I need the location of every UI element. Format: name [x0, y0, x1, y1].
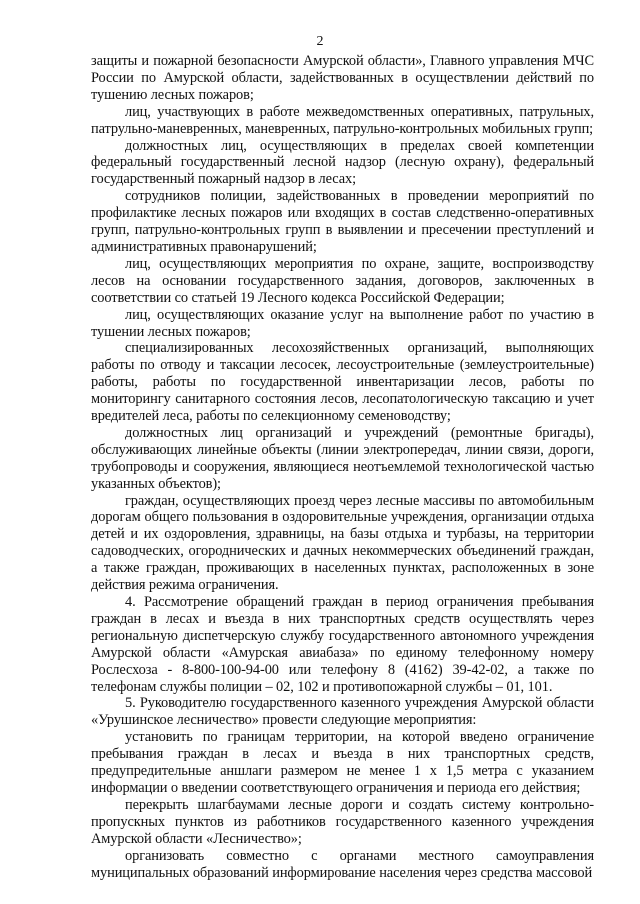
paragraph: должностных лиц, осуществляющих в пределах своей компетенции федеральный государственный лесной надзор (лесную охрану), федеральный государственный пожарный надзор в лесах; [91, 137, 594, 188]
paragraph: специализированных лесохозяйственных организаций, выполняющих работы по отводу и таксации лесосек, лесоустроительные (землеустроительные) работы, работы по государственной инвентаризации лесов, работы по мониторингу санитарного состояния лесов, лесопатологическую таксацию и учет вредителей леса, работы по селекционному семеноводству; [91, 340, 594, 425]
paragraph: лиц, участвующих в работе межведомственных оперативных, патрульных, патрульно-маневренных, маневренных, патрульно-контрольных мобильных групп; [91, 103, 594, 137]
paragraph: сотрудников полиции, задействованных в проведении мероприятий по профилактике лесных пожаров или входящих в состав следственно-оперативных групп, патрульно-контрольных групп в выявлении и пресечении преступлений и административных правонарушений; [91, 188, 594, 255]
page-number: 2 [316, 34, 324, 49]
document-body [91, 53, 594, 881]
paragraph: перекрыть шлагбаумами лесные дороги и создать систему контрольно-пропускных пунктов из работников государственного казенного учреждения Амурской области «Лесничество»; [91, 796, 594, 847]
paragraph: граждан, осуществляющих проезд через лесные массивы по автомобильным дорогам общего пользования в оздоровительные учреждения, организации отдыха детей и их оздоровления, здравницы, на базы отдыха и турбазы, на территории садоводческих, огороднических и дачных некоммерческих объединений граждан, а также граждан, проживающих в населенных пунктах, расположенных в зоне действия режима ограничения. [91, 492, 594, 594]
paragraph: 4. Рассмотрение обращений граждан в период ограничения пребывания граждан в лесах и въезда в них транспортных средств осуществлять через региональную диспетчерскую службу государственного автономного учреждения Амурской области «Амурская авиабаза» по единому телефонному номеру Рослесхоза - 8-800-100-94-00 или телефону 8 (4162) 39-42-02, а также по телефонам службы полиции – 02, 102 и противопожарной службы – 01, 101. [91, 594, 594, 695]
paragraph: лиц, осуществляющих оказание услуг на выполнение работ по участию в тушении лесных пожаров; [91, 306, 594, 340]
paragraph: организовать совместно с органами местного самоуправления муниципальных образований информирование населения через средства массовой [91, 847, 594, 881]
paragraph: защиты и пожарной безопасности Амурской области», Главного управления МЧС России по Амурской области, задействованных в осуществлении действий по тушению лесных пожаров; [91, 53, 594, 103]
paragraph: 5. Руководителю государственного казенного учреждения Амурской области «Урушинское лесничество» провести следующие мероприятия: [91, 695, 594, 729]
paragraph: должностных лиц организаций и учреждений (ремонтные бригады), обслуживающих линейные объекты (линии электропередач, линии связи, дороги, трубопроводы и сооружения, являющиеся неотъемлемой технологической частью указанных объектов); [91, 424, 594, 492]
paragraph: лиц, осуществляющих мероприятия по охране, защите, воспроизводству лесов на основании государственного задания, договоров, заключенных в соответствии со статьей 19 Лесного кодекса Российской Федерации; [91, 255, 594, 306]
paragraph: установить по границам территории, на которой введено ограничение пребывания граждан в лесах и въезда в них транспортных средств, предупредительные аншлаги размером не менее 1 х 1,5 метра с указанием информации о введении соответствующего ограничения и периода его действия; [91, 729, 594, 796]
